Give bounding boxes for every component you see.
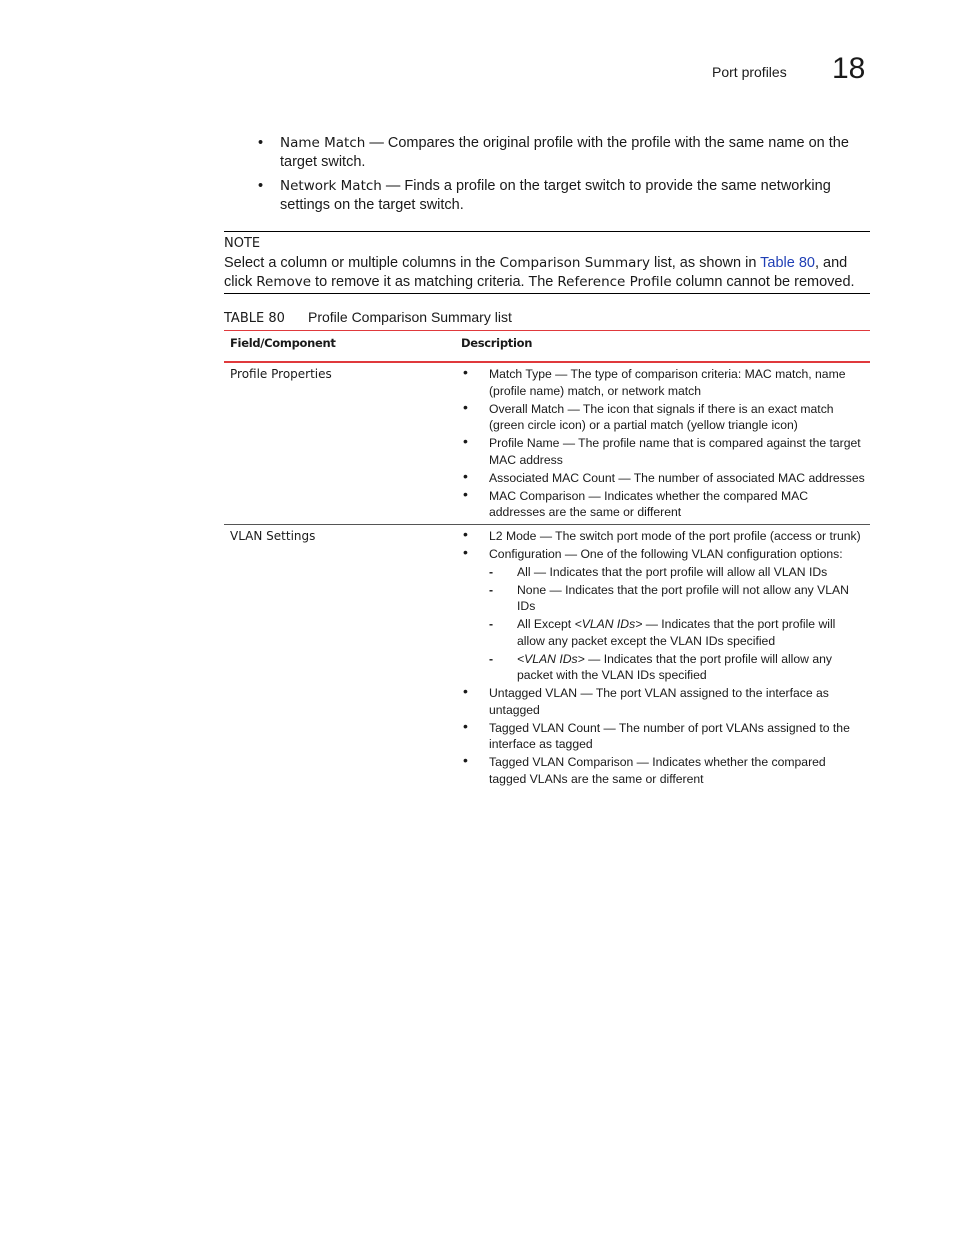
running-header-title: Port profiles (712, 64, 787, 80)
list-item (461, 398, 866, 434)
list-item (461, 546, 866, 684)
sub-list-item (489, 582, 866, 615)
item-text: Tagged VLAN Count — The number of port VLANs assigned to the interface as tagged (489, 720, 850, 751)
description-list (461, 366, 866, 522)
note-text-segment: Select a column or multiple columns in the (224, 255, 500, 271)
term-description: — Compares the original profile with the profile with the same name on the target switch. (280, 135, 849, 170)
column-header: Field/Component (230, 336, 336, 350)
bullet-icon: • (258, 178, 264, 194)
table-row (224, 363, 870, 525)
item-text: Configuration — One of the following VLAN configuration options: (489, 547, 843, 561)
table-caption (224, 309, 512, 326)
item-text: MAC Comparison — Indicates whether the compared MAC addresses are the same or different (489, 488, 809, 519)
note-text-segment: , and click (224, 255, 848, 290)
bullet-icon: • (463, 544, 468, 560)
list-item (461, 717, 866, 753)
term: Network Match (280, 178, 382, 194)
bullet-icon: • (463, 433, 468, 449)
list-item (461, 528, 866, 545)
note-text (224, 254, 870, 291)
column-header: Description (461, 336, 533, 350)
item-text: Profile Name — The profile name that is compared against the target MAC address (489, 436, 861, 467)
field-cell: Profile Properties (230, 367, 332, 381)
note-title: NOTE (224, 236, 261, 251)
item-text: All — Indicates that the port profile will allow all VLAN IDs (517, 564, 828, 579)
note-term: Reference Profile (557, 273, 672, 290)
item-text: All Except (517, 617, 575, 631)
match-options-list (258, 134, 868, 220)
item-text: Untagged VLAN — The port VLAN assigned to the interface as untagged (489, 686, 829, 717)
term: Name Match (280, 135, 366, 151)
bullet-icon: • (463, 683, 468, 699)
dash-icon: - (489, 564, 494, 579)
note-text-segment: list, as shown in (650, 255, 761, 271)
note-text-segment: column cannot be removed. (671, 273, 855, 290)
item-text: None — Indicates that the port profile will not allow any VLAN IDs (517, 582, 849, 613)
bullet-icon: • (258, 135, 264, 151)
sub-list-item (489, 564, 866, 581)
sub-list-item (489, 651, 866, 684)
table-label: TABLE 80 (224, 311, 285, 326)
list-item (461, 467, 866, 487)
description-list (461, 528, 866, 789)
bullet-icon: • (463, 398, 468, 415)
sub-list-item (489, 616, 866, 649)
note-term: Comparison Summary (499, 255, 650, 271)
list-item (258, 177, 868, 214)
item-text: Tagged VLAN Comparison — Indicates whether the compared tagged VLANs are the same or different (489, 755, 826, 786)
bullet-icon: • (463, 752, 468, 768)
bullet-icon: • (463, 526, 468, 542)
table-link[interactable]: Table 80 (760, 255, 815, 271)
item-text: Associated MAC Count — The number of associated MAC addresses (489, 470, 865, 485)
dash-icon: - (489, 617, 494, 631)
list-item (461, 435, 866, 468)
bullet-icon: • (463, 717, 468, 734)
list-item (461, 485, 866, 521)
item-text: L2 Mode — The switch port mode of the port profile (access or trunk) (489, 529, 861, 543)
dash-icon: - (489, 582, 494, 597)
note-box (224, 231, 870, 294)
term-description: — Finds a profile on the target switch to provide the same networking settings on the target switch. (280, 178, 831, 213)
item-text: — Indicates that the port profile will allow any packet with the VLAN IDs specified (517, 651, 833, 682)
variable-text: <VLAN IDs> (574, 617, 643, 631)
field-cell: VLAN Settings (230, 529, 316, 543)
list-item (258, 134, 868, 171)
item-text: — Indicates that the port profile will allow any packet except the VLAN IDs specified (517, 617, 836, 648)
table-header (224, 330, 870, 363)
table-title: Profile Comparison Summary list (308, 309, 512, 325)
item-text: Match Type — The type of comparison criteria: MAC match, name (profile name) match, or network match (489, 367, 846, 398)
chapter-number: 18 (832, 52, 866, 85)
list-item (461, 685, 866, 718)
comparison-summary-table (224, 330, 870, 810)
bullet-icon: • (463, 467, 468, 484)
list-item (461, 754, 866, 787)
table-row (224, 525, 870, 810)
note-text-segment: to remove it as matching criteria. The (311, 273, 558, 290)
bullet-icon: • (463, 485, 468, 502)
dash-icon: - (489, 651, 494, 666)
list-item (461, 366, 866, 399)
item-text: Overall Match — The icon that signals if there is an exact match (green circle icon) or a partial match (yellow triangle icon) (489, 401, 834, 432)
note-term: Remove (256, 273, 312, 290)
bullet-icon: • (463, 364, 468, 380)
variable-text: <VLAN IDs> (517, 651, 585, 666)
config-options-list (489, 564, 866, 684)
